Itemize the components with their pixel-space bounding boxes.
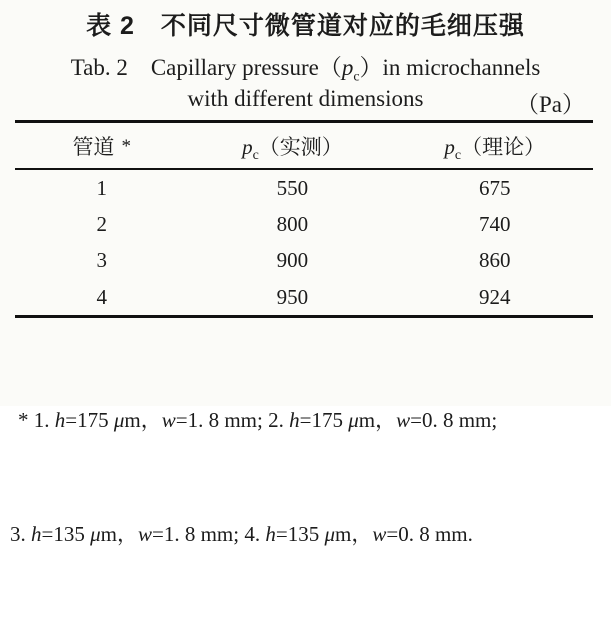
- header-channel-label: 管道: [72, 134, 115, 159]
- table-row: [15, 279, 593, 315]
- header-theoretical-label: （理论）: [461, 134, 546, 159]
- table-footnote: [10, 325, 608, 629]
- cell-channel: 2: [96, 211, 107, 236]
- pc-symbol: p: [242, 134, 253, 159]
- footnote-line-2: 3. h=135 μm，w=1. 8 mm; 4. h=135 μm，w=0. 8 mm.: [10, 522, 473, 546]
- pc-subscript: c: [353, 69, 360, 85]
- pc-subscript: c: [252, 147, 259, 163]
- cell-measured: 900: [276, 248, 309, 273]
- table-row: [15, 206, 593, 242]
- header-measured: [188, 131, 396, 161]
- cell-theoretical: 675: [478, 175, 511, 200]
- cell-measured: 550: [276, 175, 309, 200]
- caption-en-line2-text: with different dimensions: [187, 86, 424, 111]
- table-row: [15, 170, 593, 206]
- cell-channel: 4: [96, 284, 107, 309]
- pc-symbol: p: [341, 55, 354, 80]
- footnote-marker: *: [121, 135, 131, 157]
- cell-theoretical: 740: [478, 211, 511, 236]
- cell-measured: 950: [276, 284, 309, 309]
- cell-measured: 800: [276, 211, 309, 236]
- table-caption-english-line2: [0, 86, 611, 117]
- pc-subscript: c: [454, 147, 462, 163]
- cell-theoretical: 924: [478, 284, 511, 309]
- unit-label: （Pa）: [516, 92, 585, 117]
- header-theoretical: [396, 131, 593, 161]
- header-measured-label: （实测）: [258, 134, 343, 159]
- cell-channel: 3: [96, 248, 107, 273]
- table-caption-chinese: 表 2 不同尺寸微管道对应的毛细压强: [86, 12, 525, 40]
- caption-en-post: ）in microchannels: [359, 55, 541, 80]
- pc-symbol: p: [444, 134, 455, 159]
- table-caption-english-line1: [0, 49, 611, 85]
- header-channel: [15, 131, 188, 161]
- caption-en-pre: Tab. 2 Capillary pressure（: [70, 55, 342, 80]
- cell-theoretical: 860: [478, 248, 511, 273]
- table-row: [15, 243, 593, 279]
- data-table: [15, 120, 593, 318]
- table-header-row: [15, 123, 593, 170]
- footnote-line-1: * 1. h=175 μm，w=1. 8 mm; 2. h=175 μm，w=0. 8 mm;: [18, 408, 498, 432]
- cell-channel: 1: [96, 175, 107, 200]
